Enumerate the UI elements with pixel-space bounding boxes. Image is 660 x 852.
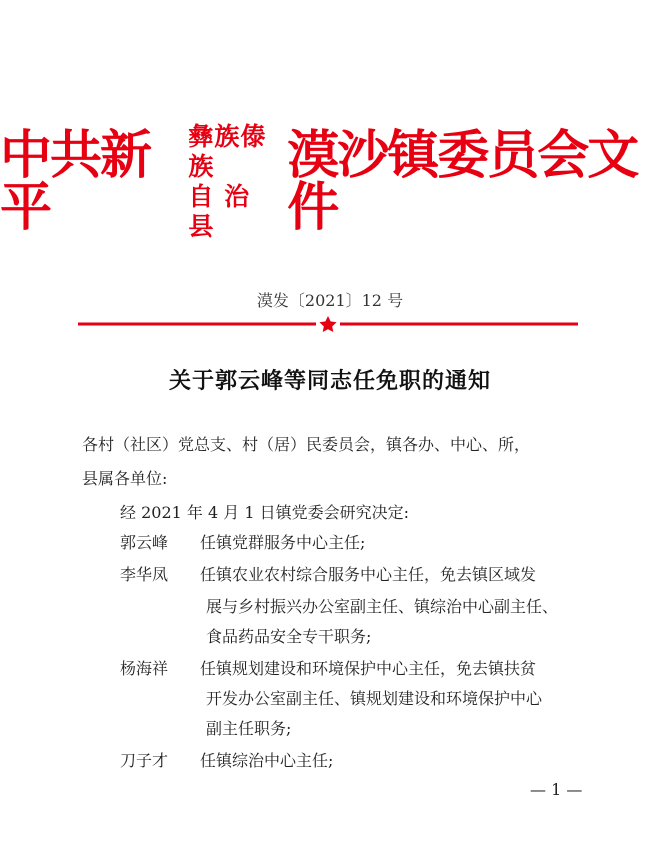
salutation-line-1: 各村（社区）党总支、村（居）民委员会，镇各办、中心、所， [82,435,531,454]
appointee-name: 杨海祥 [120,659,169,678]
appointee-name: 刀子才 [120,751,169,770]
salutation-line-2: 县属各单位: [82,469,168,488]
page-number: — 1 — [530,780,583,799]
header-stack-top: 彝族傣族 [188,122,267,181]
appointment-text: 副主任职务; [206,719,292,738]
appointment-text: 展与乡村振兴办公室副主任、镇综治中心副主任、 [206,597,559,616]
header-left: 中共新平 [0,125,151,238]
appointment-text: 食品药品安全专干职务; [206,627,372,646]
red-divider [78,316,578,332]
intro-text: 经 2021 年 4 月 1 日镇党委会研究决定: [120,503,409,522]
appointee-name: 李华凤 [120,565,169,584]
document-header [0,122,660,241]
star-icon [319,316,336,332]
document-title: 关于郭云峰等同志任免职的通知 [168,368,491,394]
header-stack [188,122,285,242]
appointment-text: 开发办公室副主任、镇规划建设和环境保护中心 [206,689,543,708]
document-number: 漠发〔2021〕12 号 [256,291,404,310]
appointee-name: 郭云峰 [120,533,169,552]
header-stack-bottom: 自 治 县 [188,182,251,241]
appointment-text: 任镇党群服务中心主任; [200,533,366,552]
appointment-text: 任镇农业农村综合服务中心主任，免去镇区域发 [200,565,537,584]
appointment-text: 任镇综治中心主任; [200,751,334,770]
header-right: 漠沙镇委员会文件 [287,125,638,238]
appointment-text: 任镇规划建设和环境保护中心主任，免去镇扶贫 [200,659,537,678]
